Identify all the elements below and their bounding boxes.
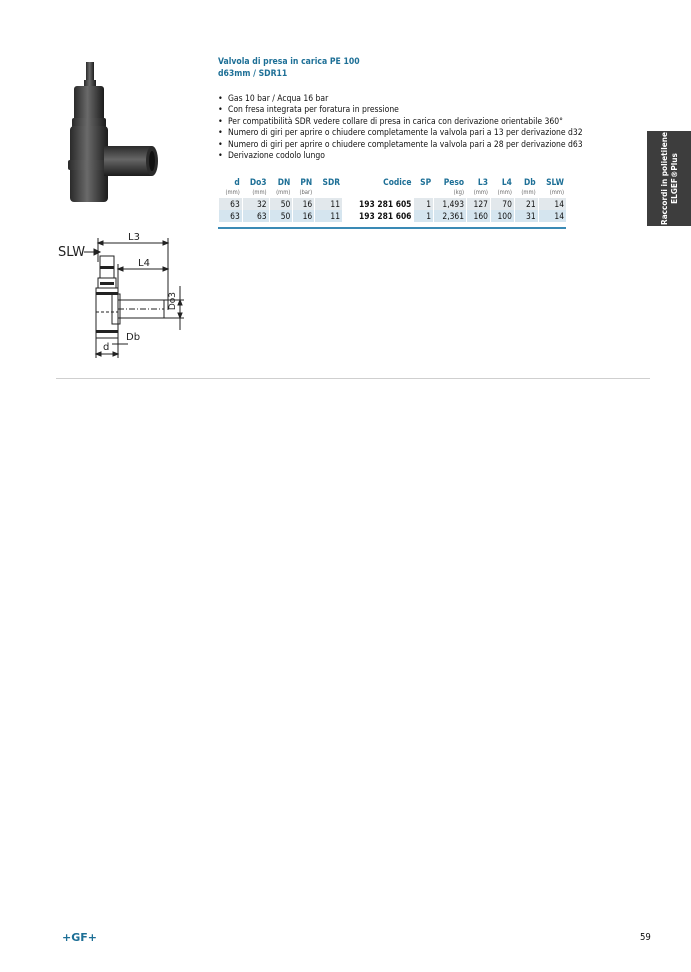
spec-table bbox=[218, 176, 567, 222]
diagram-label-d: d bbox=[103, 342, 110, 353]
feature-item: • Per compatibilità SDR vedere collare di presa in carica con derivazione orientabile 360° bbox=[218, 117, 583, 128]
page-number: 59 bbox=[640, 932, 651, 943]
feature-item: • Derivazione codolo lungo bbox=[218, 151, 583, 162]
header-l4: L4 bbox=[501, 177, 512, 187]
feature-item: • Numero di giri per aprire o chiudere completamente la valvola pari a 13 per derivazione d32 bbox=[218, 128, 583, 139]
cell-sdr: 11 bbox=[315, 210, 342, 222]
header-slw: SLW bbox=[546, 177, 564, 187]
header-do3: Do3 bbox=[249, 177, 267, 187]
technical-drawing bbox=[56, 226, 186, 364]
table-bottom-rule bbox=[218, 227, 566, 229]
cell-do3: 32 bbox=[243, 198, 269, 210]
product-title bbox=[218, 57, 360, 80]
header-sdr: SDR bbox=[322, 177, 341, 187]
section-divider bbox=[56, 378, 650, 379]
cell-sp: 1 bbox=[414, 198, 433, 210]
table-row bbox=[219, 210, 566, 222]
unit-sdr bbox=[315, 188, 342, 198]
diagram-label-db: Db bbox=[126, 332, 141, 343]
header-d: d bbox=[234, 177, 240, 187]
header-dn: DN bbox=[277, 177, 291, 187]
feature-item: • Con fresa integrata per foratura in pressione bbox=[218, 105, 583, 116]
table-units-row bbox=[219, 188, 566, 198]
diagram-label-l4: L4 bbox=[138, 258, 150, 269]
table-header-row bbox=[219, 176, 566, 188]
section-tab-line2: ELGEF®Plus bbox=[668, 153, 679, 204]
header-l3: L3 bbox=[477, 177, 488, 187]
cell-d: 63 bbox=[219, 198, 242, 210]
header-sp: SP bbox=[420, 177, 432, 187]
cell-pn: 16 bbox=[293, 210, 314, 222]
cell-db: 31 bbox=[515, 210, 538, 222]
product-title-line2: d63mm / SDR11 bbox=[218, 68, 288, 79]
feature-list bbox=[218, 94, 583, 162]
cell-db: 21 bbox=[515, 198, 538, 210]
unit-sp bbox=[414, 188, 433, 198]
unit-l3: (mm) bbox=[473, 190, 488, 196]
cell-l4: 70 bbox=[491, 198, 514, 210]
header-pn: PN bbox=[300, 177, 313, 187]
unit-do3: (mm) bbox=[252, 190, 267, 196]
header-db: Db bbox=[523, 177, 536, 187]
cell-l3: 127 bbox=[467, 198, 490, 210]
diagram-label-l3: L3 bbox=[128, 232, 140, 243]
diagram-label-do3: Do3 bbox=[168, 292, 178, 311]
cell-slw: 14 bbox=[539, 210, 566, 222]
table-row bbox=[219, 198, 566, 210]
feature-item: • Numero di giri per aprire o chiudere completamente la valvola pari a 28 per derivazione d63 bbox=[218, 140, 583, 151]
section-tab-label bbox=[647, 131, 691, 226]
cell-d: 63 bbox=[219, 210, 242, 222]
cell-peso: 2,361 bbox=[434, 210, 466, 222]
product-photo bbox=[58, 60, 166, 206]
unit-slw: (mm) bbox=[549, 190, 564, 196]
feature-item: • Gas 10 bar / Acqua 16 bar bbox=[218, 94, 583, 105]
cell-pn: 16 bbox=[293, 198, 314, 210]
cell-dn: 50 bbox=[270, 198, 293, 210]
header-codice: Codice bbox=[383, 177, 412, 187]
unit-d: (mm) bbox=[225, 190, 240, 196]
header-peso: Peso bbox=[443, 177, 464, 187]
cell-do3: 63 bbox=[243, 210, 269, 222]
cell-codice: 193 281 605 bbox=[343, 198, 413, 210]
unit-pn: (bar) bbox=[299, 190, 313, 196]
product-title-line1: Valvola di presa in carica PE 100 bbox=[218, 57, 360, 67]
cell-dn: 50 bbox=[270, 210, 293, 222]
unit-peso: (kg) bbox=[453, 190, 464, 196]
cell-sdr: 11 bbox=[315, 198, 342, 210]
unit-codice bbox=[343, 188, 413, 198]
cell-codice: 193 281 606 bbox=[343, 210, 413, 222]
cell-l4: 100 bbox=[491, 210, 514, 222]
unit-l4: (mm) bbox=[497, 190, 512, 196]
cell-peso: 1,493 bbox=[434, 198, 466, 210]
cell-slw: 14 bbox=[539, 198, 566, 210]
cell-l3: 160 bbox=[467, 210, 490, 222]
unit-db: (mm) bbox=[521, 190, 536, 196]
diagram-label-slw: SLW bbox=[58, 245, 86, 260]
unit-dn: (mm) bbox=[276, 190, 291, 196]
section-tab-line1: Raccordi in polietilene bbox=[658, 132, 669, 225]
gf-logo: +GF+ bbox=[62, 931, 97, 944]
cell-sp: 1 bbox=[414, 210, 433, 222]
